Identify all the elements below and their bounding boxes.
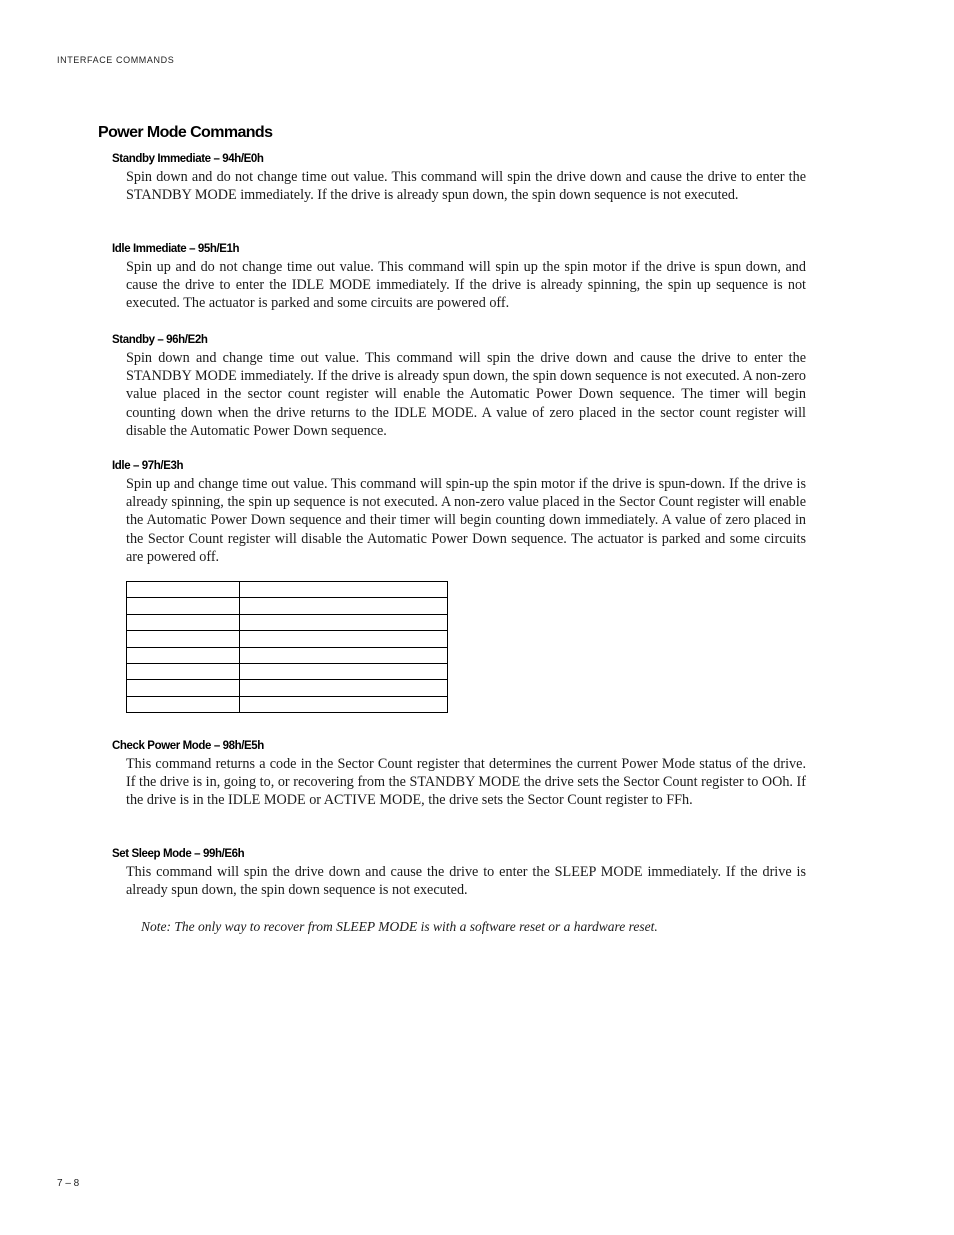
table-cell: [127, 680, 240, 696]
section-idle: [112, 459, 812, 566]
section-body: Spin up and change time out value. This command will spin-up the spin motor if the drive is spun-down. If the drive is already spinning, the spin up sequence is not executed. A non-zero value placed in the Sector Count register will enable the Automatic Power Down sequence and their timer will begin counting down immediately. A value of zero placed in the Sector Count register will disable the Automatic Power Down sequence. The actuator is parked and some circuits are powered off.: [126, 476, 806, 565]
table-row: [127, 631, 448, 647]
table-row: [127, 647, 448, 663]
table-cell: [240, 631, 448, 647]
note: Note: The only way to recover from SLEEP MODE is with a software reset or a hardware reset.: [141, 919, 658, 934]
section-standby-immediate: [112, 152, 812, 204]
table-cell: [240, 663, 448, 679]
table-row: [127, 696, 448, 712]
table-cell: [127, 663, 240, 679]
table-row: [127, 582, 448, 598]
section-body: Spin up and do not change time out value. This command will spin up the spin motor if the drive is spun down, and cause the drive to enter the IDLE MODE immediately. If the drive is already spinning, the spin up sequence is not executed. The actuator is parked and some circuits are powered off.: [126, 259, 806, 312]
table-cell: [127, 631, 240, 647]
section-heading: Standby – 96h/E2h: [112, 334, 208, 346]
section-heading: Idle – 97h/E3h: [112, 460, 184, 472]
section-body: This command returns a code in the Sector Count register that determines the current Power Mode status of the drive. If the drive is in, going to, or recovering from the STANDBY MODE the drive sets the Sector Count register to OOh. If the drive is in the IDLE MODE or ACTIVE MODE, the drive sets the Sector Count register to FFh.: [126, 756, 806, 809]
section-set-sleep-mode: [112, 847, 812, 899]
section-body: This command will spin the drive down and cause the drive to enter the SLEEP MODE immediately. If the drive is already spun down, the spin down sequence is not executed.: [126, 864, 806, 899]
section-heading: Standby Immediate – 94h/E0h: [112, 153, 264, 165]
table-cell: [240, 582, 448, 598]
table-cell: [240, 647, 448, 663]
running-header: INTERFACE COMMANDS: [57, 55, 175, 65]
table-cell: [127, 647, 240, 663]
table-row: [127, 663, 448, 679]
section-heading: Idle Immediate – 95h/E1h: [112, 243, 240, 255]
section-standby: [112, 333, 812, 440]
table-cell: [240, 680, 448, 696]
table-cell: [240, 598, 448, 614]
table-row: [127, 598, 448, 614]
table-cell: [127, 696, 240, 712]
table-row: [127, 680, 448, 696]
table-cell: [127, 598, 240, 614]
section-heading: Check Power Mode – 98h/E5h: [112, 740, 264, 752]
page-number: 7 – 8: [57, 1178, 80, 1189]
section-body: Spin down and do not change time out value. This command will spin the drive down and cause the drive to enter the STANDBY MODE immediately. If the drive is already spun down, the spin down sequence is not executed.: [126, 169, 806, 204]
blank-table: [126, 581, 448, 713]
table-cell: [240, 614, 448, 630]
section-idle-immediate: [112, 242, 812, 313]
section-check-power-mode: [112, 739, 812, 810]
section-heading: Set Sleep Mode – 99h/E6h: [112, 848, 245, 860]
table-cell: [127, 614, 240, 630]
table-row: [127, 614, 448, 630]
page-title: Power Mode Commands: [98, 124, 273, 141]
section-body: Spin down and change time out value. This command will spin the drive down and cause the drive to enter the STANDBY MODE immediately. If the drive is already spun down, the spin down sequence is not executed. A non-zero value placed in the sector count register will enable the Automatic Power Down sequence. The timer will begin counting down when the drive returns to the IDLE MODE. A value of zero placed in the sector count register will disable the Automatic Power Down sequence.: [126, 350, 806, 439]
table-cell: [240, 696, 448, 712]
table-cell: [127, 582, 240, 598]
